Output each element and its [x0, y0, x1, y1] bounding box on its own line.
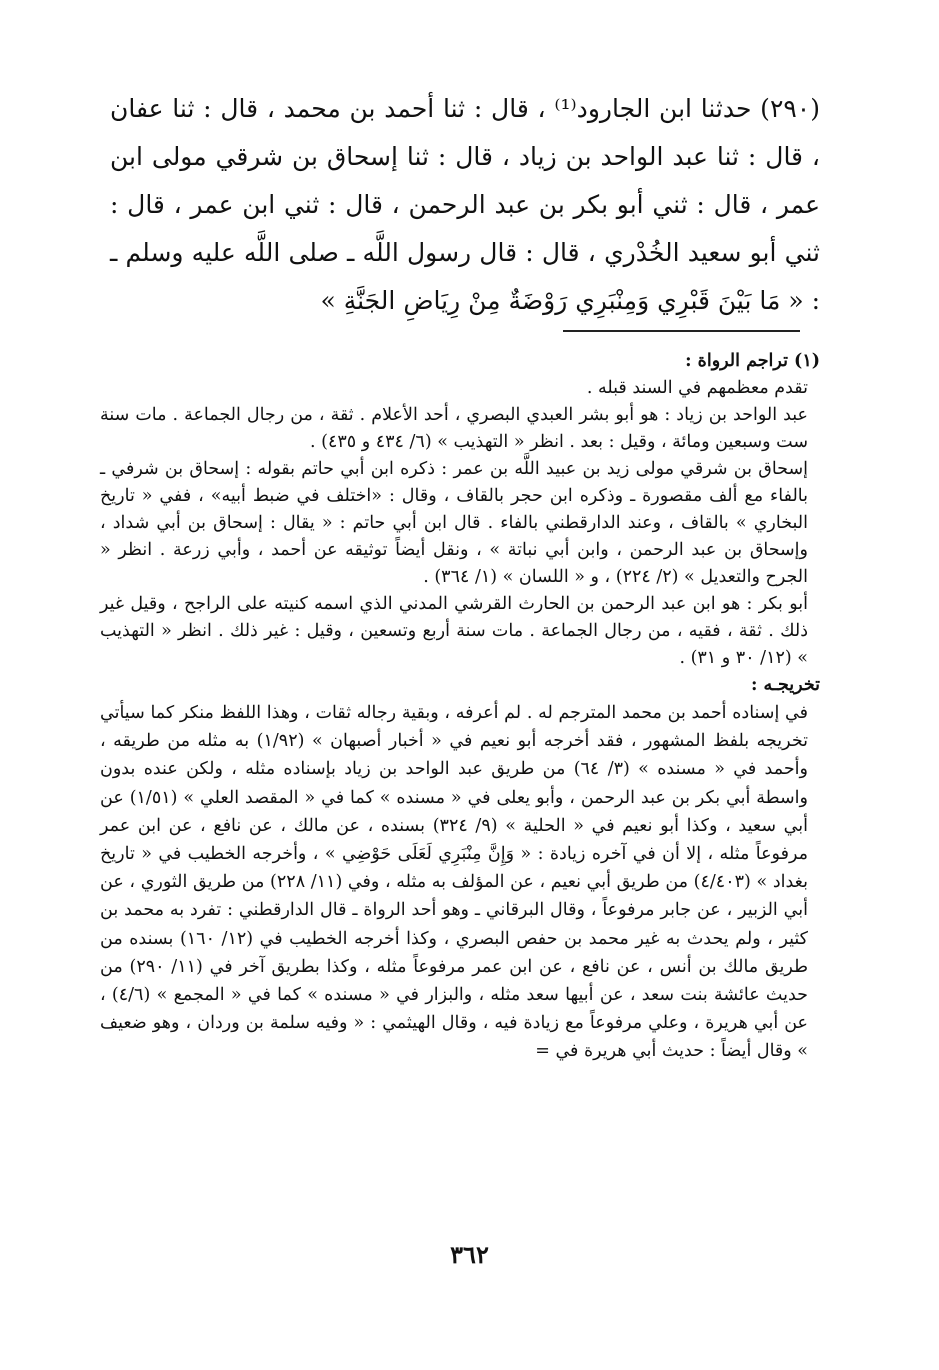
hadith-text-block	[110, 85, 820, 325]
footnotes-block	[100, 348, 820, 1066]
footnote-paragraph: عبد الواحد بن زياد : هو أبو بشر العبدي البصري ، أحد الأعلام . ثقة ، من رجال الجماعة . مات سنة ست وسبعين ومائة ، وقيل : بعد . انظر « التهذيب » (٦/ ٤٣٤ و ٤٣٥) .	[100, 405, 808, 452]
footnote-heading: (١) تراجم الرواة :	[685, 351, 820, 371]
footnote-separator	[563, 330, 800, 332]
hadith-text: (٢٩٠) حدثنا ابن الجارود⁽¹⁾ ، قال : ثنا أحمد بن محمد ، قال : ثنا عفان ، قال : ثنا عبد الواحد بن زياد ، قال : ثنا إسحاق بن شرقي مولى ابن عمر ، قال : ثني أبو بكر بن عبد الرحمن ، قال : ثني ابن عمر ، قال : ثني أبو سعيد الخُدْري ، قال : قال رسول اللَّه ـ صلى اللَّه عليه وسلم ـ : « مَا بَيْنَ قَبْرِي وَمِنْبَرِي رَوْضَةٌ مِنْ رِيَاضِ الجَنَّةِ »	[110, 94, 820, 315]
takhrij-text: في إسناده أحمد بن محمد المترجم له . لم أعرفه ، وبقية رجاله ثقات ، وهذا اللفظ منكر كما سيأتي تخريجه بلفظ المشهور ، فقد أخرجه أبو نعيم في « أخبار أصبهان » (١/٩٢) به مثله من طريقه ، وأحمد في « مسنده » (٣/ ٦٤) من طريق عبد الواحد بن زياد بإسناده مثله ، ولكن عنده بدون واسطة أبي بكر بن عبد الرحمن ، وأبو يعلى في « مسنده » كما في « المقصد العلي » (١/٥١) عن أبي سعيد ، وكذا أبو نعيم في « الحلية » (٩/ ٣٢٤) بسنده ، عن مالك ، عن نافع ، عن ابن عمر مرفوعاً مثله ، إلا أن في آخره زيادة : « وَإِنَّ مِنْبَرِي لَعَلَى حَوْضِي » ، وأخرجه الخطيب في « تاريخ بغداد » (٤/٤٠٣) من طريق أبي نعيم ، عن المؤلف به مثله ، وفي (١١/ ٢٢٨) من طريق الثوري ، عن أبي الزبير ، عن جابر مرفوعاً ، وقال البرقاني ـ وهو أحد الرواة ـ قال الدارقطني : تفرد به محمد بن كثير ، ولم يحدث به غير محمد بن حفص البصري ، وكذا أخرجه الخطيب في (١٢/ ١٦٠) بسنده من طريق مالك بن أنس ، عن نافع ، عن ابن عمر مرفوعاً مثله ، وكذا بطريق آخر في (١١/ ٢٩٠) من حديث عائشة بنت سعد ، عن أبيها سعد مثله ، والبزار في « مسنده » كما في « المجمع » (٤/٦) ، عن أبي هريرة ، وعلي مرفوعاً مع زيادة فيه ، وقال الهيثمي : « وفيه سلمة بن وردان ، وهو ضعيف » وقال أيضاً : حديث أبي هريرة في =	[100, 703, 809, 1062]
footnote-paragraph: تقدم معظمهم في السند قبله .	[586, 378, 808, 398]
page-number: ٣٦٢	[450, 1240, 489, 1269]
footnote-paragraph: أبو بكر : هو ابن عبد الرحمن بن الحارث القرشي المدني الذي اسمه كنيته على الراجح ، وقيل غير ذلك . ثقة ، فقيه ، من رجال الجماعة . مات سنة أربع وتسعين ، وقيل : غير ذلك . انظر « التهذيب » (١٢/ ٣٠ و ٣١) .	[100, 594, 808, 668]
takhrij-heading: تخريجـه :	[750, 675, 820, 695]
footnote-paragraph: إسحاق بن شرقي مولى زيد بن عبيد اللَّه بن عمر : ذكره ابن أبي حاتم بقوله : إسحاق بن شرفي ـ بالفاء مع ألف مقصورة ـ وذكره ابن حجر بالقاف ، وقال : «اختلف في ضبط أبيه» ، ففي « تاريخ البخاري » بالقاف ، وعند الدارقطني بالفاء . قال ابن أبي حاتم : « يقال : إسحاق بن أبي شداد ، وإسحاق بن عبد الرحمن ، وابن أبي نباتة » ، ونقل أيضاً توثيقه عن أحمد ، وأبي زرعة . انظر « الجرح والتعديل » (٢/ ٢٢٤) ، و « اللسان » (١/ ٣٦٤) .	[100, 459, 808, 587]
